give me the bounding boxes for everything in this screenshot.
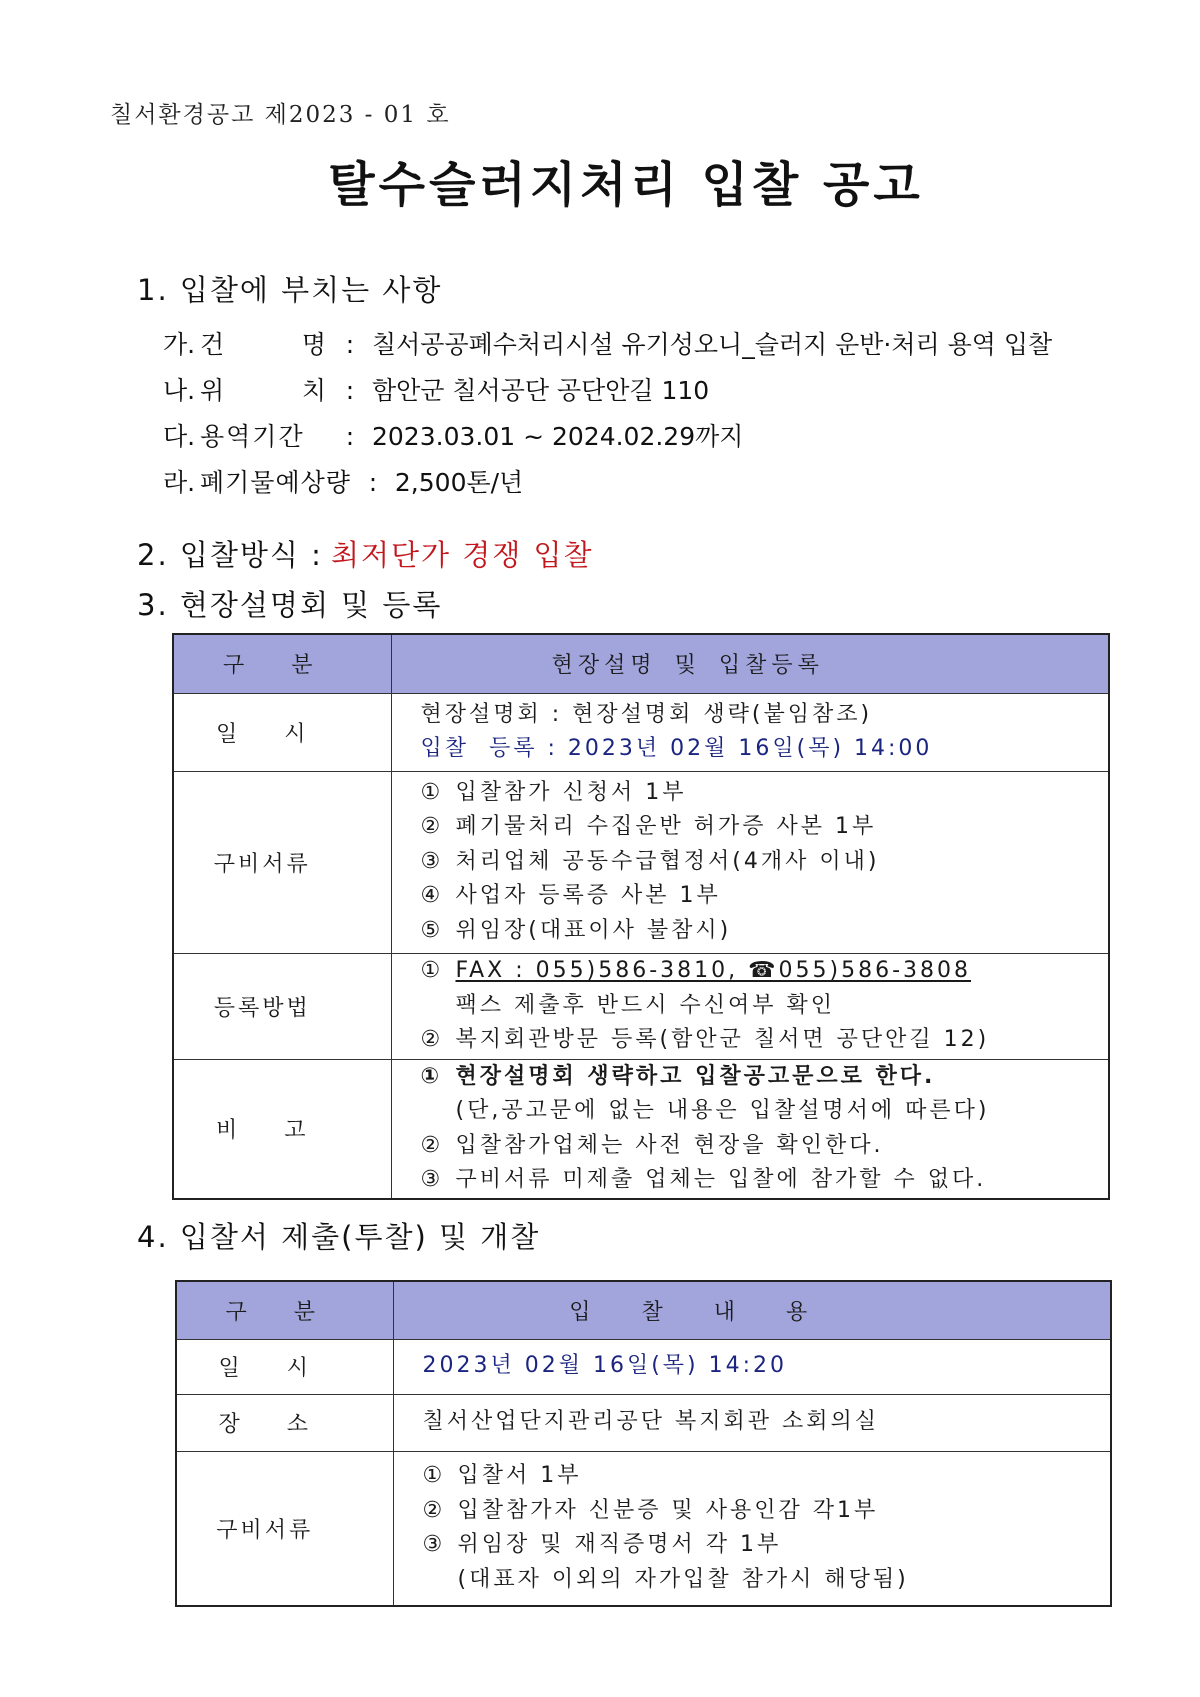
- line-text: 사업자 등록증 사본 1부: [455, 883, 721, 909]
- content-line: 현장설명회 : 현장설명회 생략(붙임참조): [420, 701, 873, 727]
- content-line: [421, 989, 1109, 1024]
- item-number: ①: [420, 1063, 440, 1089]
- item-label: 위 치: [200, 376, 328, 405]
- header-content: 입 찰 내 용: [393, 1281, 1111, 1339]
- content-line: [421, 810, 1109, 845]
- item-waste-estimate: [163, 466, 1052, 512]
- item-service-period: [163, 420, 1052, 466]
- row-content: [391, 953, 1109, 1059]
- fax-phone-text: FAX : 055)586-3810, ☎055)586-3808: [455, 958, 972, 984]
- content-line: [421, 914, 1109, 949]
- row-content: [391, 1059, 1109, 1199]
- item-number: ②: [420, 1132, 441, 1158]
- item-value: 2023.03.01 ~ 2024.02.29까지: [372, 422, 744, 451]
- content-line: [421, 845, 1109, 880]
- item-marker: 가.: [163, 330, 196, 359]
- section-4-heading: 4. 입찰서 제출(투찰) 및 개찰: [137, 1220, 541, 1254]
- content-line: 2023년 02월 16일(목) 14:20: [422, 1353, 788, 1379]
- section-2-label: 2. 입찰방식 :: [137, 538, 323, 572]
- row-label: 구비서류: [173, 771, 391, 953]
- table-row: [173, 693, 1109, 771]
- content-line: [421, 879, 1109, 914]
- bid-method-value: 최저단가 경쟁 입찰: [330, 538, 594, 572]
- content-line: [423, 1494, 1111, 1529]
- table-row: [176, 1339, 1111, 1394]
- item-value: 2,500톤/년: [394, 468, 524, 497]
- item-number: ④: [420, 883, 441, 909]
- item-location: [163, 374, 1052, 420]
- item-separator: :: [345, 422, 355, 451]
- line-text: 구비서류 미제출 업체는 입찰에 참가할 수 없다.: [455, 1167, 987, 1193]
- section-1-items: [163, 328, 1052, 512]
- bid-submission-table: [175, 1280, 1112, 1607]
- table-row: [173, 1059, 1109, 1199]
- row-content: [393, 1394, 1111, 1451]
- item-number: ⑤: [420, 917, 441, 943]
- item-marker: 다.: [163, 422, 196, 451]
- item-label: 폐기물예상량: [200, 468, 351, 497]
- item-value: 칠서공공폐수처리시설 유기성오니_슬러지 운반·처리 용역 입찰: [372, 330, 1053, 359]
- line-text: 팩스 제출후 반드시 수신여부 확인: [455, 992, 836, 1018]
- row-content: [391, 693, 1109, 771]
- content-line: 입찰 등록 : 2023년 02월 16일(목) 14:00: [420, 736, 933, 761]
- line-text: 폐기물처리 수집운반 허가증 사본 1부: [455, 814, 877, 840]
- line-text: (대표자 이외의 자가입찰 참가시 해당됨): [457, 1566, 909, 1592]
- item-value: 함안군 칠서공단 공단안길 110: [372, 376, 710, 405]
- table-row: [176, 1394, 1111, 1451]
- item-number: ①: [420, 779, 441, 805]
- table-row: [176, 1451, 1111, 1606]
- item-number: ②: [420, 1027, 441, 1053]
- item-separator: :: [368, 468, 378, 497]
- item-number: ②: [422, 1497, 443, 1523]
- row-label: 장 소: [176, 1394, 393, 1451]
- content-line: [421, 1023, 1109, 1058]
- header-category: 구 분: [176, 1281, 393, 1339]
- row-label: 비 고: [173, 1059, 391, 1199]
- content-line: [423, 1459, 1111, 1494]
- row-label: 등록방법: [173, 953, 391, 1059]
- briefing-registration-table: [172, 633, 1110, 1200]
- line-text: 위임장 및 재직증명서 각 1부: [457, 1532, 782, 1558]
- section-2-heading: [137, 537, 594, 573]
- section-3-heading: 3. 현장설명회 및 등록: [137, 588, 443, 622]
- row-content: [393, 1339, 1111, 1394]
- row-label: 일 시: [176, 1339, 393, 1394]
- line-text: 입찰참가 신청서 1부: [455, 779, 687, 805]
- row-label: 일 시: [173, 693, 391, 771]
- header-category: 구 분: [173, 634, 391, 693]
- item-label: 건 명: [200, 330, 328, 359]
- line-text: 입찰참가자 신분증 및 사용인감 각1부: [457, 1497, 879, 1523]
- header-content: 현장설명 및 입찰등록: [391, 634, 1109, 693]
- item-number: ③: [422, 1532, 443, 1558]
- item-marker: 라.: [163, 468, 196, 497]
- content-line: [421, 1129, 1109, 1164]
- item-number: ①: [422, 1463, 443, 1489]
- content-line: [421, 776, 1109, 811]
- item-number: ③: [420, 1167, 441, 1193]
- line-text: 위임장(대표이사 불참시): [455, 917, 732, 943]
- line-text: 처리업체 공동수급협정서(4개사 이내): [455, 848, 880, 874]
- content-line: [421, 1060, 1109, 1095]
- page-title: 탈수슬러지처리 입찰 공고: [328, 157, 924, 213]
- item-contract-name: [163, 328, 1052, 374]
- item-separator: :: [345, 376, 355, 405]
- line-text: 입찰참가업체는 사전 현장을 확인한다.: [455, 1132, 884, 1158]
- content-line: [423, 1563, 1111, 1598]
- item-number: ①: [420, 958, 441, 984]
- item-label: 용역기간: [200, 422, 305, 451]
- table-row: [173, 953, 1109, 1059]
- row-label: 구비서류: [176, 1451, 393, 1606]
- content-line: 칠서산업단지관리공단 복지회관 소회의실: [422, 1409, 880, 1435]
- content-line: [421, 1163, 1109, 1198]
- section-1-heading: 1. 입찰에 부치는 사항: [137, 273, 443, 307]
- line-text: 복지회관방문 등록(함안군 칠서면 공단안길 12): [455, 1027, 990, 1053]
- line-text: 입찰서 1부: [457, 1463, 582, 1489]
- item-number: ③: [420, 848, 441, 874]
- table-header-row: [176, 1281, 1111, 1339]
- line-text: (단,공고문에 없는 내용은 입찰설명서에 따른다): [455, 1098, 990, 1124]
- line-text: 현장설명회 생략하고 입찰공고문으로 한다.: [455, 1063, 936, 1089]
- table-header-row: [173, 634, 1109, 693]
- row-content: [393, 1451, 1111, 1606]
- item-marker: 나.: [163, 376, 196, 405]
- table-row: [173, 771, 1109, 953]
- item-separator: :: [345, 330, 355, 359]
- document-number: 칠서환경공고 제2023 - 01 호: [110, 102, 451, 128]
- content-line: [423, 1528, 1111, 1563]
- row-content: [391, 771, 1109, 953]
- content-line: [421, 954, 1109, 989]
- item-number: ②: [420, 814, 441, 840]
- content-line: [421, 1094, 1109, 1129]
